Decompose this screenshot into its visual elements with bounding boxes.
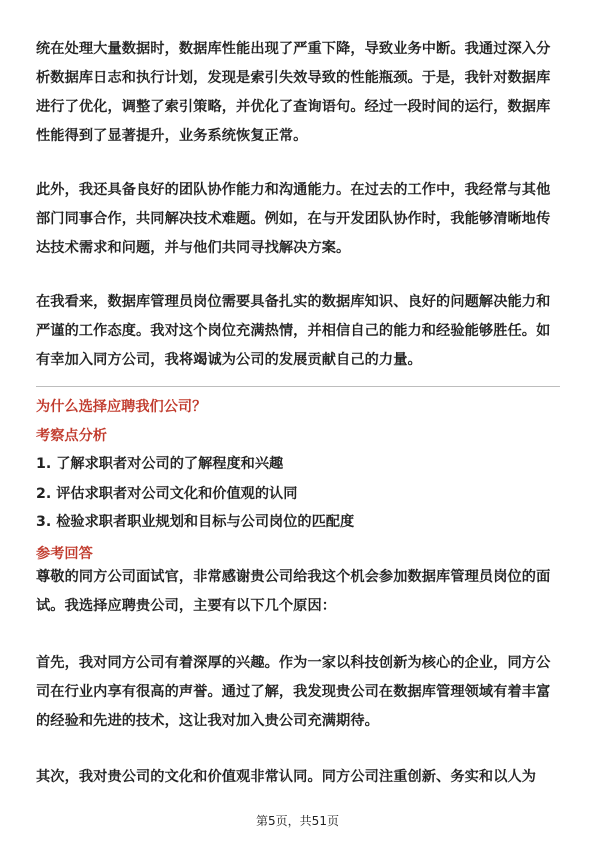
- section-divider: [36, 386, 560, 387]
- answer-paragraph-interest: 首先，我对同方公司有着深厚的兴趣。作为一家以科技创新为核心的企业，同方公司在行业内享有很高的声誉。通过了解，我发现贵公司在数据库管理领域有着丰富的经验和先进的技术，这让我对加入贵公司充满期待。: [36, 655, 551, 729]
- analysis-item-2: 2. 评估求职者对公司文化和价值观的认同: [36, 486, 298, 502]
- paragraph-conclusion: 在我看来，数据库管理员岗位需要具备扎实的数据库知识、良好的问题解决能力和严谨的工作态度。我对这个岗位充满热情，并相信自己的能力和经验能够胜任。如有幸加入同方公司，我将竭诚为公司的发展贡献自己的力量。: [36, 294, 551, 368]
- analysis-heading: 考察点分析: [36, 428, 107, 444]
- answer-paragraph-intro: 尊敬的同方公司面试官，非常感谢贵公司给我这个机会参加数据库管理员岗位的面试。我选择应聘贵公司，主要有以下几个原因：: [36, 569, 551, 614]
- question-title: 为什么选择应聘我们公司？: [36, 399, 207, 415]
- answer-heading: 参考回答: [36, 546, 93, 562]
- paragraph-experience-case: 统在处理大量数据时，数据库性能出现了严重下降，导致业务中断。我通过深入分析数据库日志和执行计划，发现是索引失效导致的性能瓶颈。于是，我针对数据库进行了优化，调整了索引策略，并优化了查询语句。经过一段时间的运行，数据库性能得到了显著提升，业务系统恢复正常。: [36, 41, 551, 144]
- analysis-item-1: 1. 了解求职者对公司的了解程度和兴趣: [36, 456, 284, 472]
- paragraph-teamwork: 此外，我还具备良好的团队协作能力和沟通能力。在过去的工作中，我经常与其他部门同事合作，共同解决技术难题。例如，在与开发团队协作时，我能够清晰地传达技术需求和问题，并与他们共同寻找解决方案。: [36, 182, 551, 256]
- analysis-item-3: 3. 检验求职者职业规划和目标与公司岗位的匹配度: [36, 514, 355, 530]
- page-number-footer: 第5页，共51页: [256, 814, 339, 828]
- answer-paragraph-culture: 其次，我对贵公司的文化和价值观非常认同。同方公司注重创新、务实和以人为: [36, 769, 537, 785]
